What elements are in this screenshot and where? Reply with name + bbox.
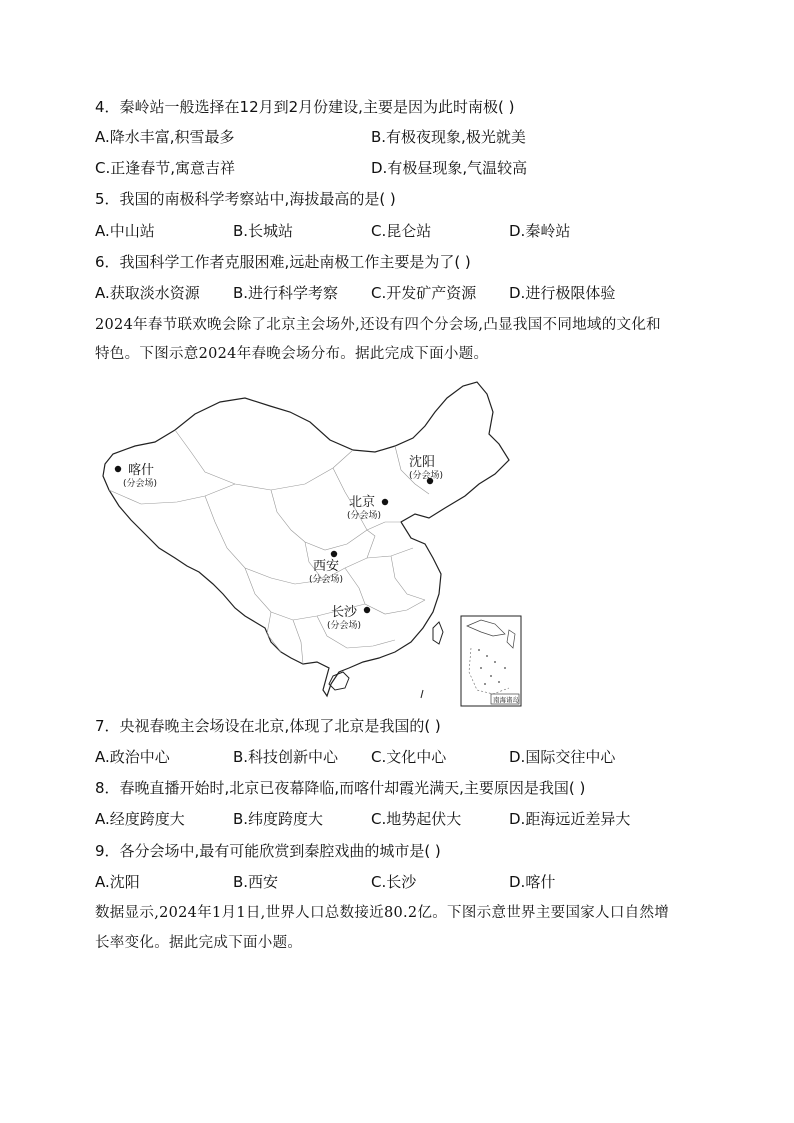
kashgar-marker — [115, 466, 121, 472]
option-c: C.正逢春节,寓意吉祥 — [95, 159, 236, 177]
option-b: B.有极夜现象,极光就美 — [371, 128, 526, 146]
passage-1-line-1: 2024年春节联欢晚会除了北京主会场外,还设有四个分会场,凸显我国不同地域的文化和 — [95, 317, 661, 333]
option-b: B.纬度跨度大 — [233, 810, 324, 828]
question-5-stem: 5．我国的南极科学考察站中,海拔最高的是( ) — [95, 190, 396, 208]
option-d: D.进行极限体验 — [509, 284, 616, 302]
kashgar-note: (分会场) — [123, 479, 158, 489]
beijing-label: 北京 — [349, 495, 376, 510]
province-borders — [109, 430, 429, 664]
option-c: C.昆仑站 — [371, 222, 432, 240]
question-7-stem: 7．央视春晚主会场设在北京,体现了北京是我国的( ) — [95, 717, 441, 735]
taiwan-island — [433, 622, 443, 644]
question-9-stem: 9．各分会场中,最有可能欣赏到秦腔戏曲的城市是( ) — [95, 842, 441, 860]
china-outline — [103, 382, 509, 696]
xian-note: (分会场) — [309, 575, 344, 585]
passage-2-line-2: 长率变化。据此完成下面小题。 — [95, 935, 303, 951]
option-b: B.科技创新中心 — [233, 748, 339, 766]
passage-1-line-2: 特色。下图示意2024年春晚会场分布。据此完成下面小题。 — [95, 346, 489, 362]
option-d: D.喀什 — [509, 873, 556, 891]
shenyang-label: 沈阳 — [409, 455, 436, 470]
option-c: C.长沙 — [371, 873, 417, 891]
option-d: D.有极昼现象,气温较高 — [371, 159, 528, 177]
beijing-marker — [382, 499, 388, 505]
kashgar-label: 喀什 — [128, 463, 155, 478]
option-d: D.距海远近差异大 — [509, 810, 631, 828]
changsha-note: (分会场) — [327, 621, 362, 631]
option-c: C.地势起伏大 — [371, 810, 462, 828]
question-8-stem: 8．春晚直播开始时,北京已夜幕降临,而喀什却霞光满天,主要原因是我国( ) — [95, 779, 586, 797]
hainan-island — [329, 672, 349, 690]
shenyang-note: (分会场) — [409, 471, 444, 481]
option-a: A.降水丰富,积雪最多 — [95, 128, 235, 146]
xian-label: 西安 — [313, 559, 340, 574]
option-a: A.中山站 — [95, 222, 155, 240]
option-a: A.获取淡水资源 — [95, 284, 200, 302]
question-6-stem: 6．我国科学工作者克服困难,远赴南极工作主要是为了( ) — [95, 253, 471, 271]
option-c: C.开发矿产资源 — [371, 284, 477, 302]
option-b: B.西安 — [233, 873, 279, 891]
inset-label: 南海诸岛 — [493, 696, 519, 704]
changsha-label: 长沙 — [331, 605, 358, 620]
xian-marker — [331, 551, 337, 557]
beijing-note: (分会场) — [347, 511, 382, 521]
china-venue-map — [95, 372, 525, 707]
option-a: A.政治中心 — [95, 748, 170, 766]
option-c: C.文化中心 — [371, 748, 447, 766]
changsha-marker — [364, 607, 370, 613]
option-b: B.长城站 — [233, 222, 294, 240]
option-d: D.国际交往中心 — [509, 748, 616, 766]
option-a: A.沈阳 — [95, 873, 140, 891]
option-b: B.进行科学考察 — [233, 284, 339, 302]
question-4-stem: 4．秦岭站一般选择在12月到2月份建设,主要是因为此时南极( ) — [95, 98, 515, 116]
passage-2-line-1: 数据显示,2024年1月1日,世界人口总数接近80.2亿。下图示意世界主要国家人口自然增 — [95, 905, 670, 921]
option-d: D.秦岭站 — [509, 222, 571, 240]
option-a: A.经度跨度大 — [95, 810, 185, 828]
south-china-sea-inset — [461, 616, 521, 706]
